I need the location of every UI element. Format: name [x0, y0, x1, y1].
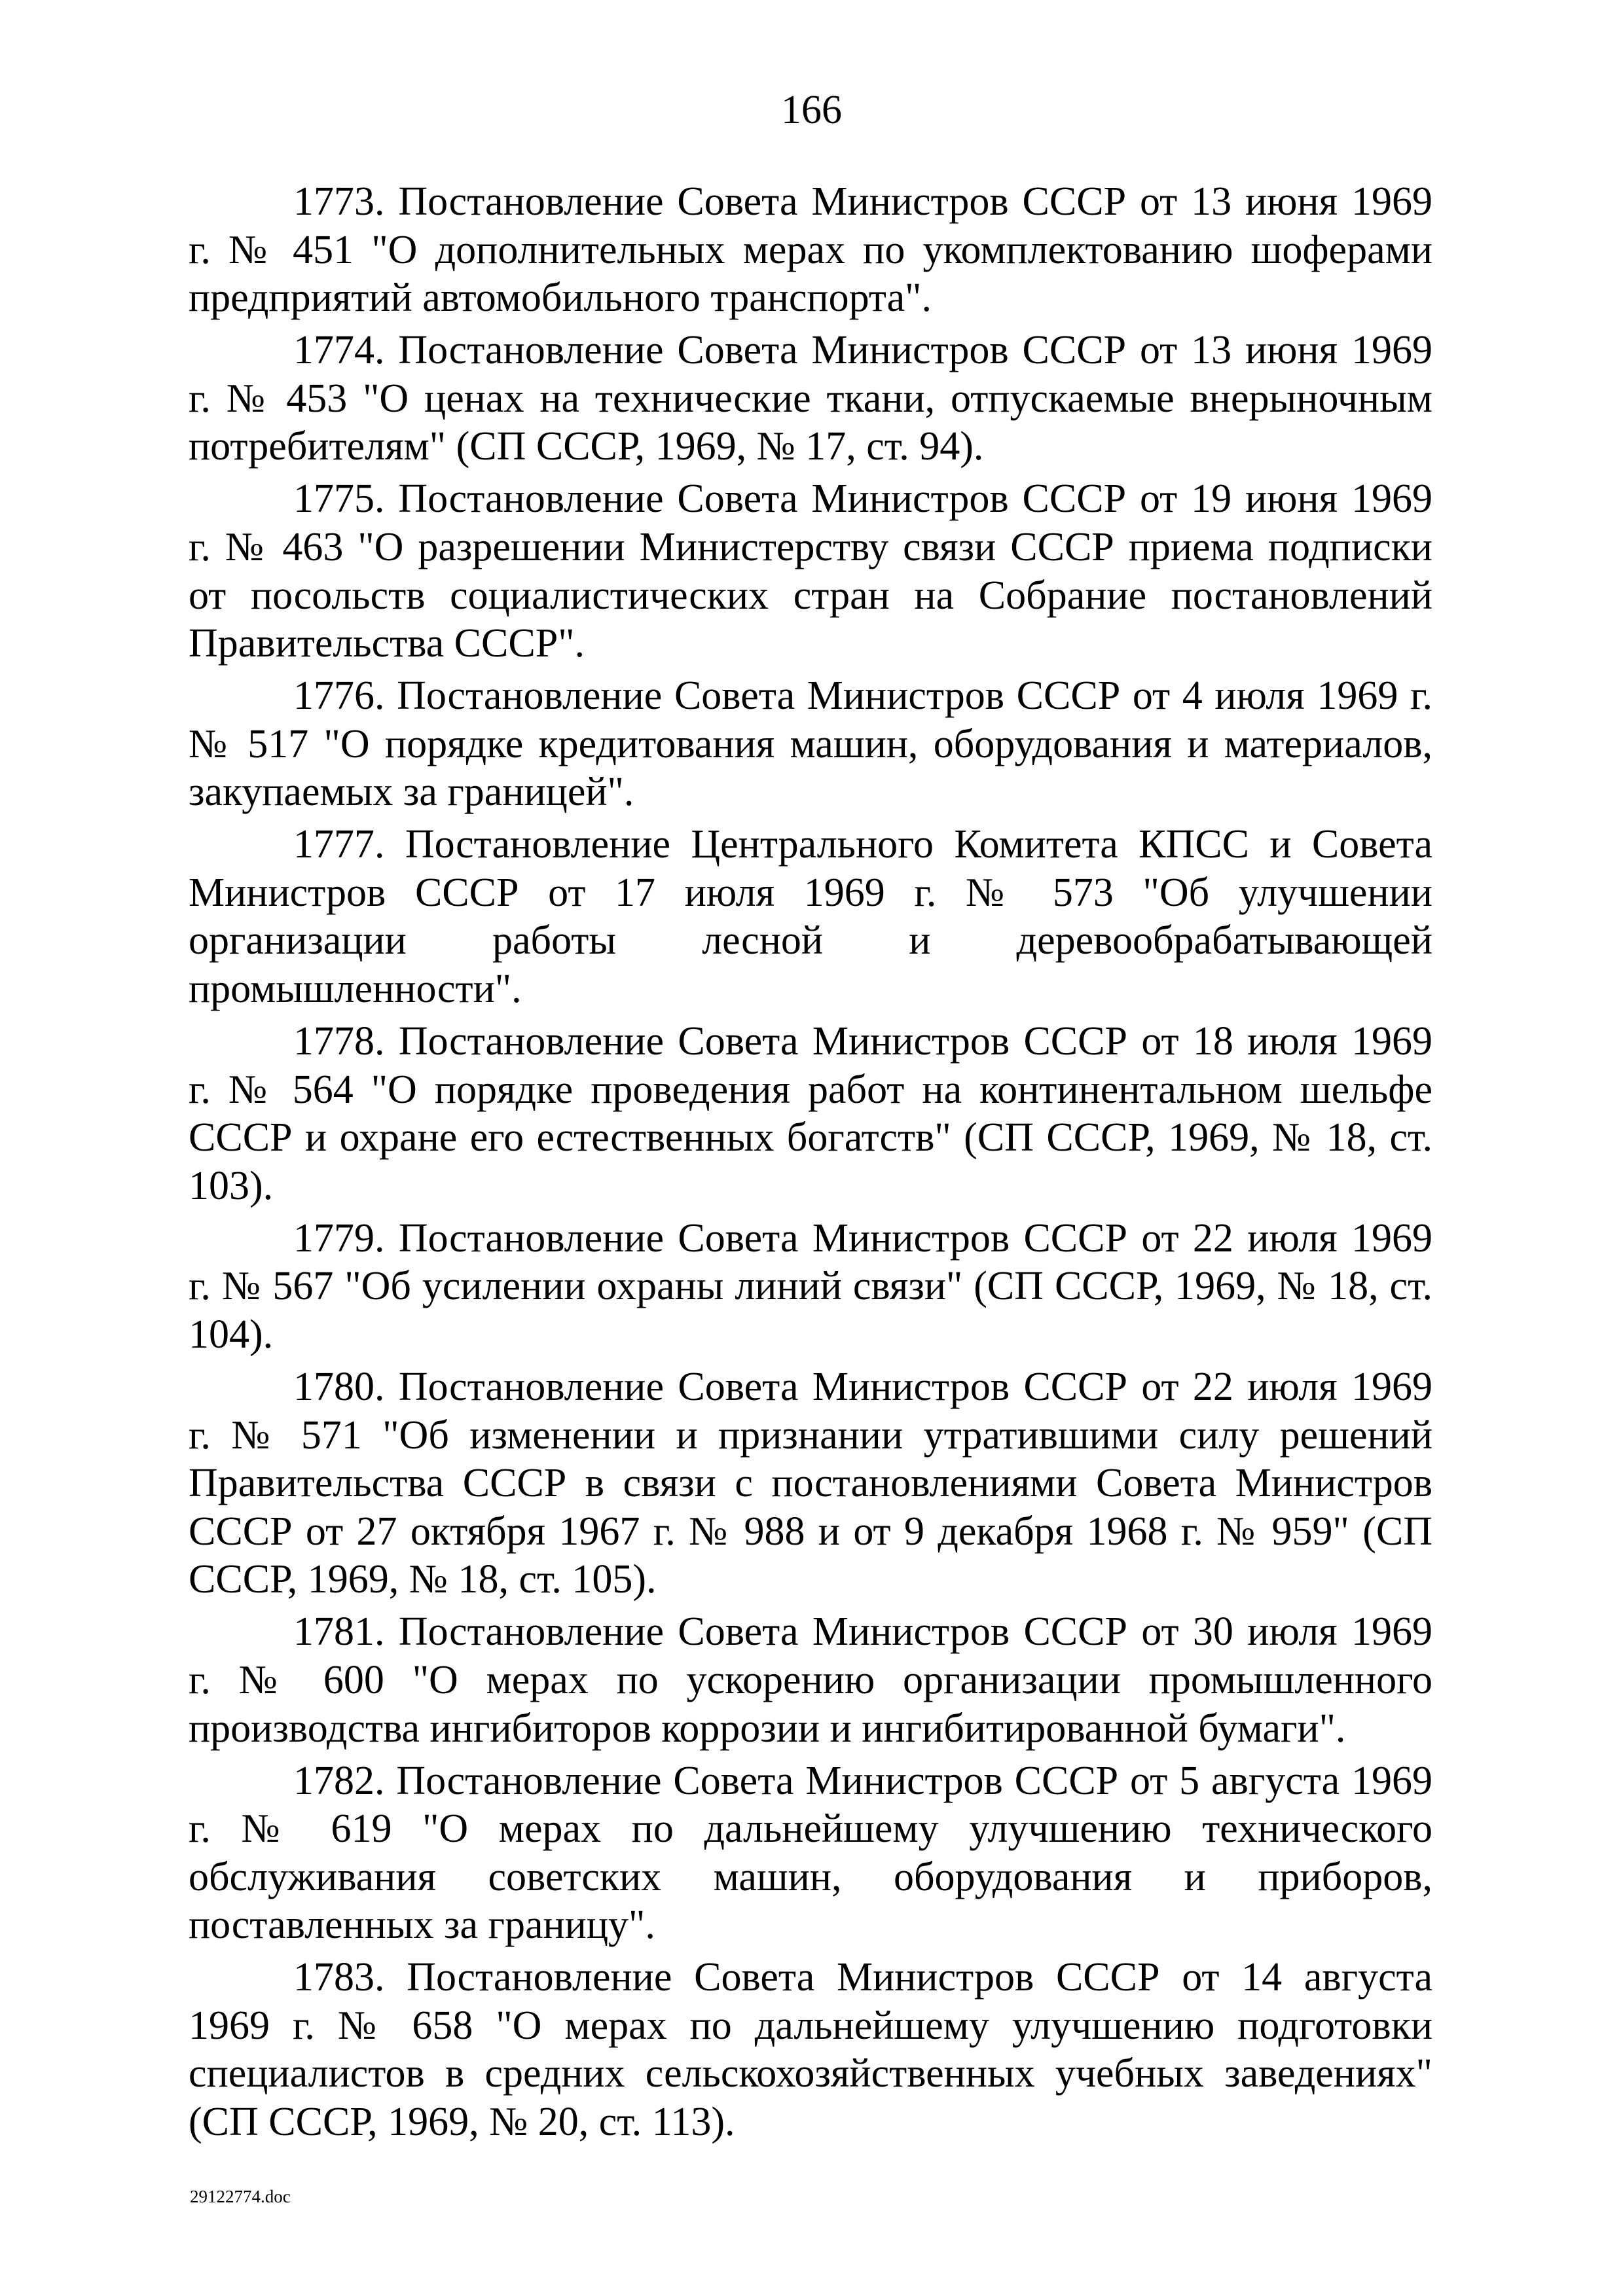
entry-1779: 1779. Постановление Совета Министров СССР от 22 июля 1969 г. № 567 "Об усилении охраны линий связи" (СП СССР, 1969, № 18, ст. 104).: [189, 1215, 1432, 1357]
entry-1783: 1783. Постановление Совета Министров СССР от 14 августа 1969 г. № 658 "О мерах по дальнейшему улучшению подготовки специалистов в средних сельскохозяйственных учебных заведениях" (СП СССР, 1969, № 20, ст. 113).: [189, 1955, 1432, 2145]
entry-1782: 1782. Постановление Совета Министров СССР от 5 августа 1969 г. № 619 "О мерах по дальнейшему улучшению технического обслуживания советских машин, оборудования и приборов, поставленных за границу".: [189, 1758, 1432, 1948]
entry-1777: 1777. Постановление Центрального Комитета КПСС и Совета Министров СССР от 17 июля 1969 г. № 573 "Об улучшении организации работы лесной и деревообрабатывающей промышленности".: [189, 822, 1432, 1012]
entry-1781: 1781. Постановление Совета Министров СССР от 30 июля 1969 г. № 600 "О мерах по ускорению организации промышленного производства ингибиторов коррозии и ингибитированной бумаги".: [189, 1609, 1432, 1751]
document-entries: [189, 178, 1432, 2151]
entry-1774: 1774. Постановление Совета Министров СССР от 13 июня 1969 г. № 453 "О ценах на технические ткани, отпускаемые внерыночным потребителям" (СП СССР, 1969, № 17, ст. 94).: [189, 328, 1432, 469]
entry-1775: 1775. Постановление Совета Министров СССР от 19 июня 1969 г. № 463 "О разрешении Министерству связи СССР приема подписки от посольств социалистических стран на Собрание постановлений Правительства СССР".: [189, 476, 1432, 666]
entry-1778: 1778. Постановление Совета Министров СССР от 18 июля 1969 г. № 564 "О порядке проведения работ на континентальном шельфе СССР и охране его естественных богатств" (СП СССР, 1969, № 18, ст. 103).: [189, 1019, 1432, 1208]
entry-1780: 1780. Постановление Совета Министров СССР от 22 июля 1969 г. № 571 "Об изменении и признании утратившими силу решений Правительства СССР в связи с постановлениями Совета Министров СССР от 27 октября 1967 г. № 988 и от 9 декабря 1968 г. № 959" (СП СССР, 1969, № 18, ст. 105).: [189, 1364, 1432, 1602]
footer-filename: 29122774.doc: [190, 2187, 291, 2206]
entry-1773: 1773. Постановление Совета Министров СССР от 13 июня 1969 г. № 451 "О дополнительных мерах по укомплектованию шоферами предприятий автомобильного транспорта".: [189, 179, 1432, 321]
entry-1776: 1776. Постановление Совета Министров СССР от 4 июля 1969 г. № 517 "О порядке кредитования машин, оборудования и материалов, закупаемых за границей".: [189, 673, 1432, 815]
page-number: 166: [781, 88, 842, 132]
